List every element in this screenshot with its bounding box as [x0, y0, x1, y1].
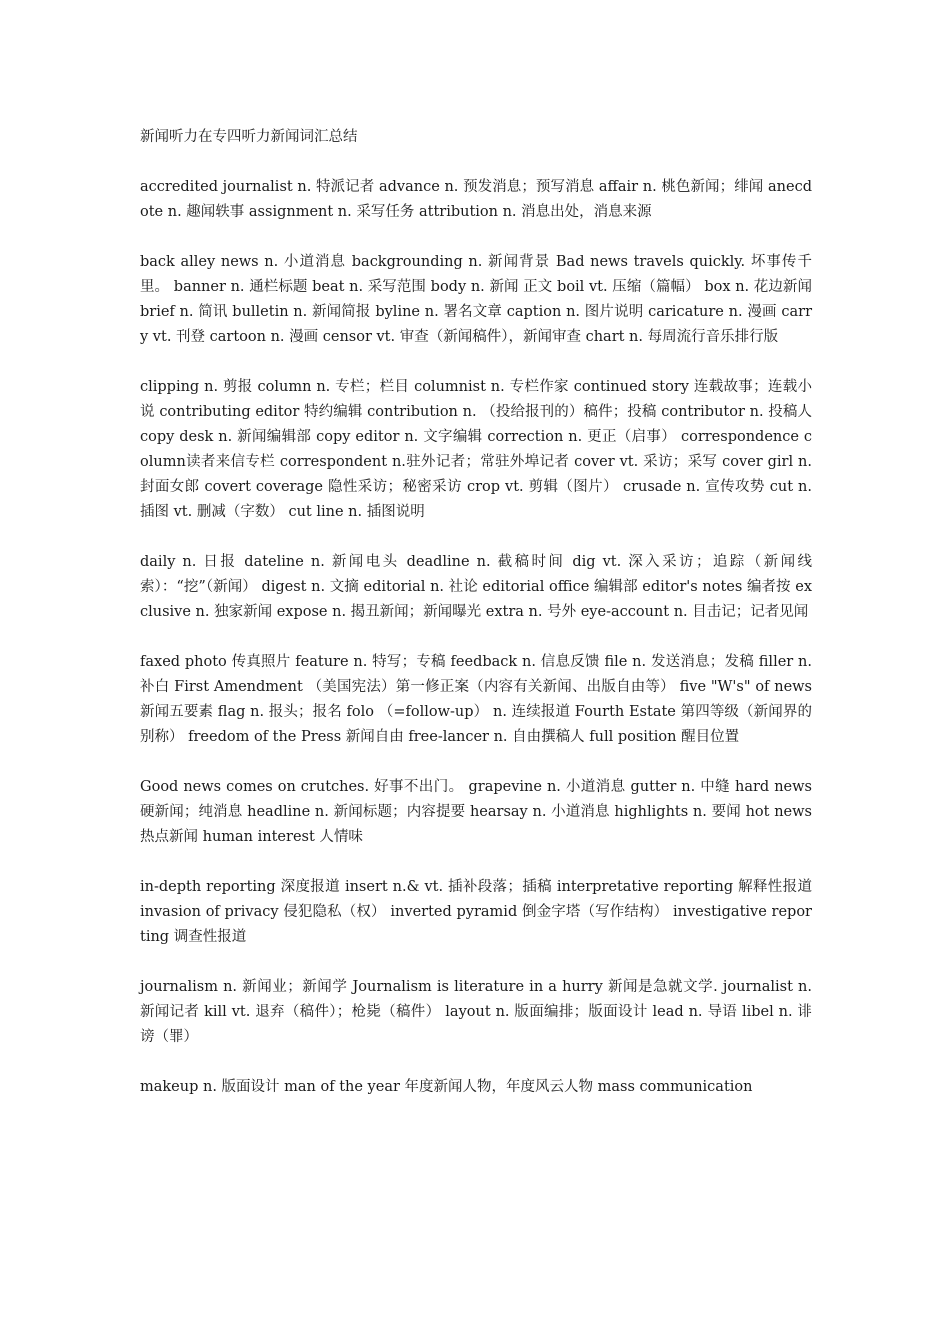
paragraph-g-h: Good news comes on crutches. 好事不出门。 grapevine n. 小道消息 gutter n. 中缝 hard news 硬新闻；纯消息 headline n. 新闻标题；内容提要 hearsay n. 小道消息 highlights n. 要闻 hot news 热点新闻 human interest 人情味	[140, 779, 812, 845]
paragraph-i: in-depth reporting 深度报道 insert n.& vt. 插补段落；插稿 interpretative reporting 解释性报道 invasion of privacy 侵犯隐私（权） inverted pyramid 倒金字塔（写作结构） investigative reporting 调查性报道	[140, 879, 812, 945]
paragraph-j-l: journalism n. 新闻业；新闻学 Journalism is literature in a hurry 新闻是急就文学. journalist n. 新闻记者 kill vt. 退弃（稿件）；枪毙（稿件） layout n. 版面编排；版面设计 lead n. 导语 libel n. 诽谤（罪）	[140, 979, 812, 1045]
paragraph-c: clipping n. 剪报 column n. 专栏；栏目 columnist n. 专栏作家 continued story 连载故事；连载小说 contributing editor 特约编辑 contribution n. （投给报刊的）稿件；投稿 contributor n. 投稿人 copy desk n. 新闻编辑部 copy editor n. 文字编辑 correction n. 更正（启事） correspondence column读者来信专栏 correspondent n.驻外记者；常驻外埠记者 cover vt. 采访；采写 cover girl n. 封面女郎 covert coverage 隐性采访；秘密采访 crop vt. 剪辑（图片） crusade n. 宣传攻势 cut n. 插图 vt. 删减（字数） cut line n. 插图说明	[140, 379, 812, 520]
paragraph-m: makeup n. 版面设计 man of the year 年度新闻人物，年度风云人物 mass communication	[140, 1079, 753, 1095]
paragraph-a: accredited journalist n. 特派记者 advance n. 预发消息；预写消息 affair n. 桃色新闻；绯闻 anecdote n. 趣闻轶事 assignment n. 采写任务 attribution n. 消息出处，消息来源	[140, 179, 812, 220]
paragraph-f: faxed photo 传真照片 feature n. 特写；专稿 feedback n. 信息反馈 file n. 发送消息；发稿 filler n. 补白 First Amendment （美国宪法）第一修正案（内容有关新闻、出版自由等） five "W's" of news 新闻五要素 flag n. 报头；报名 folo （=follow-up） n. 连续报道 Fourth Estate 第四等级（新闻界的别称） freedom of the Press 新闻自由 free-lancer n. 自由撰稿人 full position 醒目位置	[140, 654, 812, 745]
paragraph-d-e: daily n. 日报 dateline n. 新闻电头 deadline n. 截稿时间 dig vt. 深入采访；追踪（新闻线索）：“挖”（新闻） digest n. 文摘 editorial n. 社论 editorial office 编辑部 editor's notes 编者按 exclusive n. 独家新闻 expose n. 揭丑新闻；新闻曝光 extra n. 号外 eye-account n. 目击记；记者见闻	[140, 554, 812, 620]
paragraph-b-c: back alley news n. 小道消息 backgrounding n. 新闻背景 Bad news travels quickly. 坏事传千里。 banner n. 通栏标题 beat n. 采写范围 body n. 新闻 正文 boil vt. 压缩（篇幅） box n. 花边新闻 brief n. 简讯 bulletin n. 新闻简报 byline n. 署名文章 caption n. 图片说明 caricature n. 漫画 carry vt. 刊登 cartoon n. 漫画 censor vt. 审查（新闻稿件），新闻审查 chart n. 每周流行音乐排行版	[140, 254, 812, 345]
document-title: 新闻听力在专四听力新闻词汇总结	[140, 129, 358, 145]
document-body	[140, 125, 812, 1125]
